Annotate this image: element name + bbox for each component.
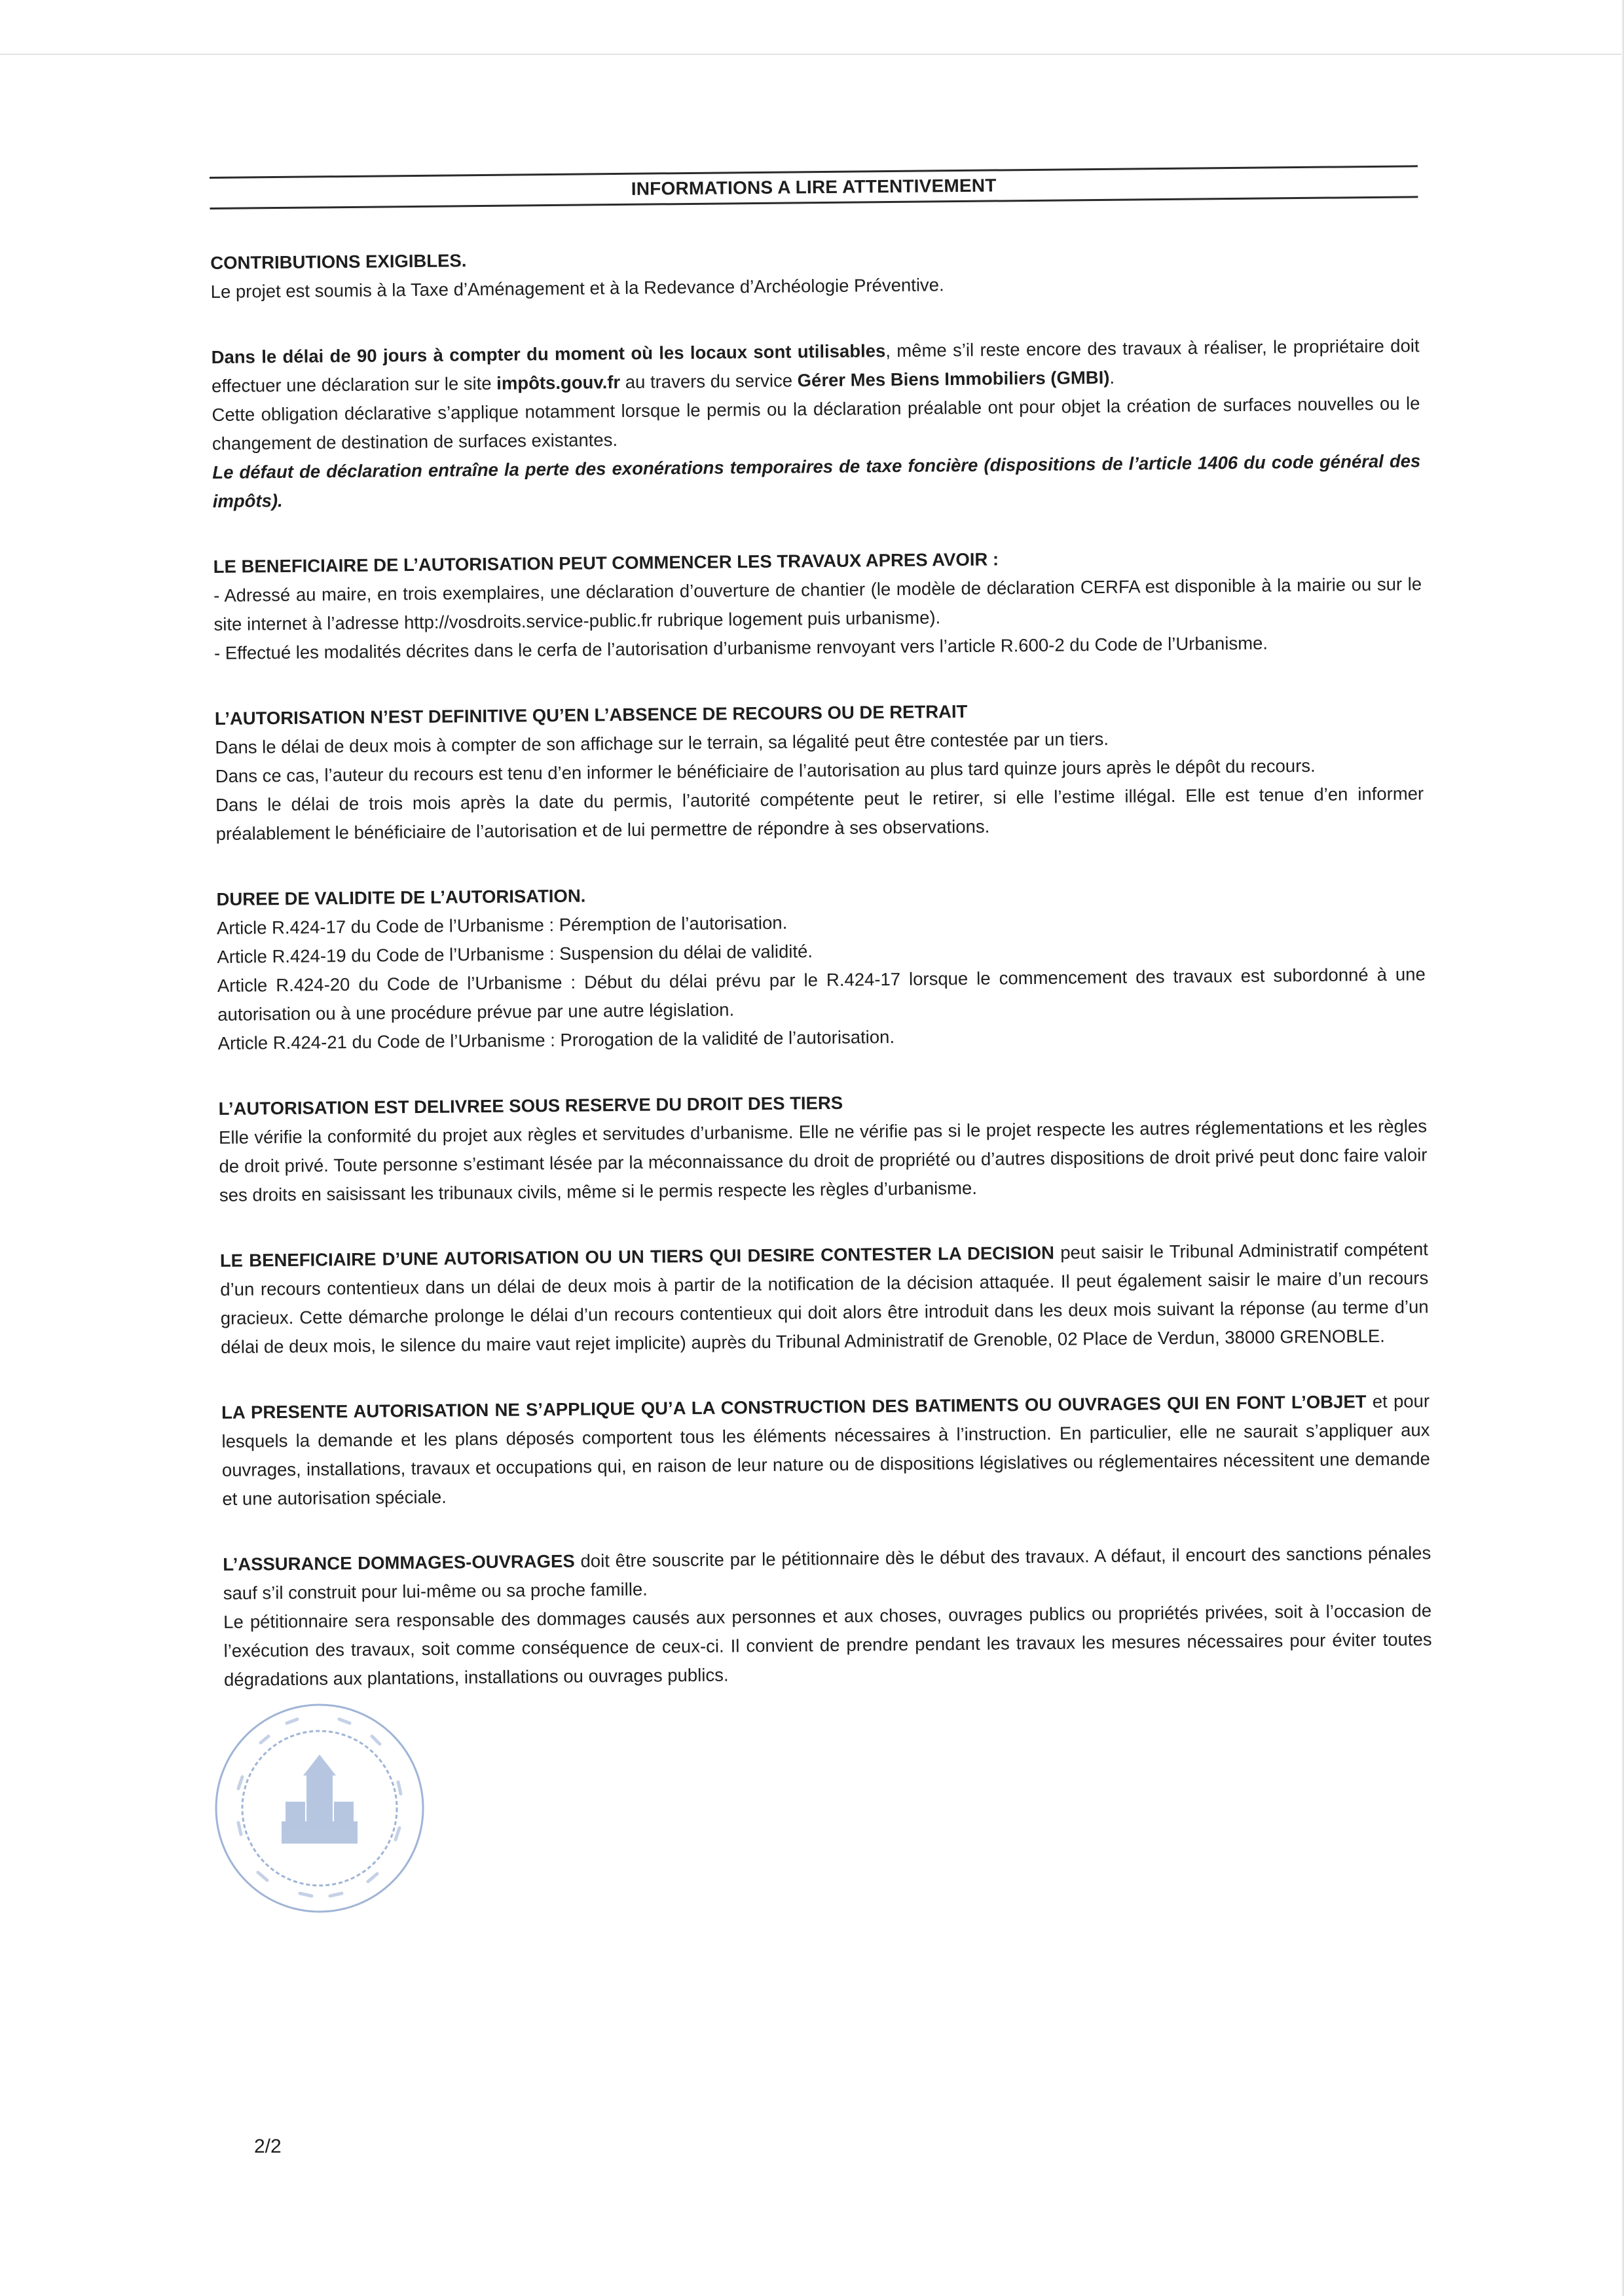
section-tiers bbox=[218, 1083, 1428, 1210]
tiers-text: Elle vérifie la conformité du projet aux règles et servitudes d’urbanisme. Elle ne vérifie pas si le projet respecte les autres réglementations et les règles de droit privé. Toute personne s’estimant lésée par la méconnaissance du droit de propriété ou d’autres dispositions de droit privé peut donc faire valoir ses droits en saisissant les tribunaux civils, même si le permis respecte les règles d’urbanisme. bbox=[218, 1116, 1428, 1205]
stamp-building-base bbox=[282, 1821, 358, 1844]
section-beneficiaire bbox=[213, 541, 1423, 668]
contester-text: peut saisir le Tribunal Administratif compétent d’un recours contentieux dans un délai de deux mois à partir de la notification de la décision attaquée. Il peut également saisir le maire d’un recours gracieux. Cette démarche prolonge le délai d’un recours contentieux qui doit alors être introduit dans les deux mois suivant la réponse (au terme d’un délai de deux mois, le silence du maire vaut rejet implicite) auprès du Tribunal Administratif de Grenoble, 02 Place de Verdun, 38000 GRENOBLE. bbox=[220, 1239, 1429, 1357]
beneficiaire-item: - Adressé au maire, en trois exemplaires, une déclaration d’ouverture de chantier (le modèle de déclaration CERFA est disponible à la mairie ou sur le site internet à l’adresse http://vosdroits.service-public.fr rubrique logement puis urbanisme). bbox=[213, 574, 1422, 634]
section-presente bbox=[221, 1387, 1431, 1514]
page-number: 2/2 bbox=[254, 2136, 282, 2157]
mairie-seal-stamp bbox=[208, 1697, 431, 1920]
document-header bbox=[210, 165, 1418, 210]
section-definitive bbox=[215, 693, 1424, 848]
stamp-building-wing-left bbox=[286, 1802, 305, 1823]
presente-paragraph bbox=[221, 1387, 1431, 1514]
assurance-text: doit être souscrite par le pétitionnaire dès le début des travaux. A défaut, il encourt des sanctions pénales sauf s’il construit pour lui-même ou sa proche famille. bbox=[223, 1542, 1431, 1603]
scan-edge-top bbox=[0, 54, 1624, 55]
document-title: INFORMATIONS A LIRE ATTENTIVEMENT bbox=[631, 175, 997, 199]
declaration-site: impôts.gouv.fr bbox=[496, 371, 621, 393]
definitive-line: Dans ce cas, l’auteur du recours est tenu d’en informer le bénéficiaire de l’autorisation au plus tard quinze jours après le dépôt du recours. bbox=[215, 755, 1316, 786]
declaration-text-2: au travers du service bbox=[619, 370, 798, 392]
contester-heading: LE BENEFICIAIRE D’UNE AUTORISATION OU UN TIERS QUI DESIRE CONTESTER LA DECISION bbox=[219, 1242, 1055, 1271]
stamp-building-tower bbox=[306, 1774, 333, 1823]
beneficiaire-item: - Effectué les modalités décrites dans le cerfa de l’autorisation d’urbanisme renvoyant vers l’article R.600-2 du Code de l’Urbanisme. bbox=[213, 632, 1268, 663]
declaration-service: Gérer Mes Biens Immobiliers (GMBI) bbox=[797, 367, 1110, 391]
stamp-building-wing-right bbox=[334, 1802, 354, 1823]
duree-article: Article R.424-20 du Code de l’Urbanisme : Début du délai prévu par le R.424-17 lorsque le commencement des travaux est subordonné à une autorisation ou à une procédure prévue par une autre législation. bbox=[217, 964, 1426, 1025]
assurance-heading: L’ASSURANCE DOMMAGES-OUVRAGES bbox=[223, 1550, 575, 1575]
document-body bbox=[210, 165, 1433, 1731]
declaration-bold-intro: Dans le délai de 90 jours à compter du moment où les locaux sont utilisables bbox=[211, 340, 886, 367]
definitive-line: Dans le délai de trois mois après la date du permis, l’autorité compétente peut le retirer, si elle l’estime illégal. Elle est tenue d’en informer préalablement le bénéficiaire de l’autorisation et de lui permettre de répondre à ses observations. bbox=[215, 783, 1424, 844]
stamp-building-roof bbox=[303, 1755, 336, 1776]
duree-heading: DUREE DE VALIDITE DE L’AUTORISATION. bbox=[216, 885, 586, 909]
declaration-warning: Le défaut de déclaration entraîne la perte des exonérations temporaires de taxe foncière (dispositions de l’article 1406 du code général des impôts). bbox=[212, 450, 1421, 511]
definitive-line: Dans le délai de deux mois à compter de son affichage sur le terrain, sa légalité peut être contestée par un tiers. bbox=[215, 728, 1109, 757]
section-contester bbox=[220, 1235, 1430, 1362]
contester-paragraph bbox=[220, 1235, 1430, 1362]
definitive-heading: L’AUTORISATION N’EST DEFINITIVE QU’EN L’ABSENCE DE RECOURS OU DE RETRAIT bbox=[214, 701, 968, 729]
duree-article: Article R.424-19 du Code de l’Urbanisme : Suspension du délai de validité. bbox=[217, 941, 813, 967]
assurance-text-2: Le pétitionnaire sera responsable des dommages causés aux personnes et aux choses, ouvrages publics ou propriétés privées, soit à l’occasion de l’exécution des travaux, soit comme conséquence de ceux-ci. Il convient de prendre pendant les travaux les mesures nécessaires pour éviter toutes dégradations aux plantations, installations ou ouvrages publics. bbox=[223, 1600, 1432, 1690]
section-assurance bbox=[223, 1539, 1432, 1694]
presente-heading: LA PRESENTE AUTORISATION NE S’APPLIQUE QU’A LA CONSTRUCTION DES BATIMENTS OU OUVRAGES QUI EN FONT L’OBJET bbox=[221, 1391, 1367, 1423]
beneficiaire-heading: LE BENEFICIAIRE DE L’AUTORISATION PEUT COMMENCER LES TRAVAUX APRES AVOIR : bbox=[213, 549, 999, 577]
duree-article: Article R.424-21 du Code de l’Urbanisme : Prorogation de la validité de l’autorisation. bbox=[217, 1027, 895, 1053]
duree-article: Article R.424-17 du Code de l’Urbanisme : Péremption de l’autorisation. bbox=[216, 912, 788, 938]
tiers-heading: L’AUTORISATION EST DELIVREE SOUS RESERVE DU DROIT DES TIERS bbox=[218, 1092, 843, 1119]
section-declaration bbox=[211, 331, 1420, 516]
declaration-text-3: . bbox=[1109, 367, 1115, 388]
section-contributions bbox=[210, 237, 1419, 306]
contributions-heading: CONTRIBUTIONS EXIGIBLES. bbox=[210, 250, 467, 273]
section-duree bbox=[216, 873, 1426, 1058]
declaration-text-1: , même s’il reste encore des travaux à réaliser, le propriétaire doit effectuer une déclaration sur le site bbox=[211, 335, 1420, 396]
declaration-obligation: Cette obligation déclarative s’applique notamment lorsque le permis ou la déclaration préalable ont pour objet la création de surfaces nouvelles ou le changement de destination de surfaces existantes. bbox=[212, 393, 1420, 454]
contributions-text: Le projet est soumis à la Taxe d’Aménagement et à la Redevance d’Archéologie Préventive. bbox=[210, 274, 944, 302]
scan-edge-right bbox=[1621, 0, 1624, 2296]
presente-text: et pour lesquels la demande et les plans déposés comportent tous les éléments nécessaires à l’instruction. En particulier, elle ne saurait s’appliquer aux ouvrages, installations, travaux et occupations qui, en raison de leur nature ou de dispositions législatives ou réglementaires nécessitent une demande et une autorisation spéciale. bbox=[221, 1391, 1431, 1509]
